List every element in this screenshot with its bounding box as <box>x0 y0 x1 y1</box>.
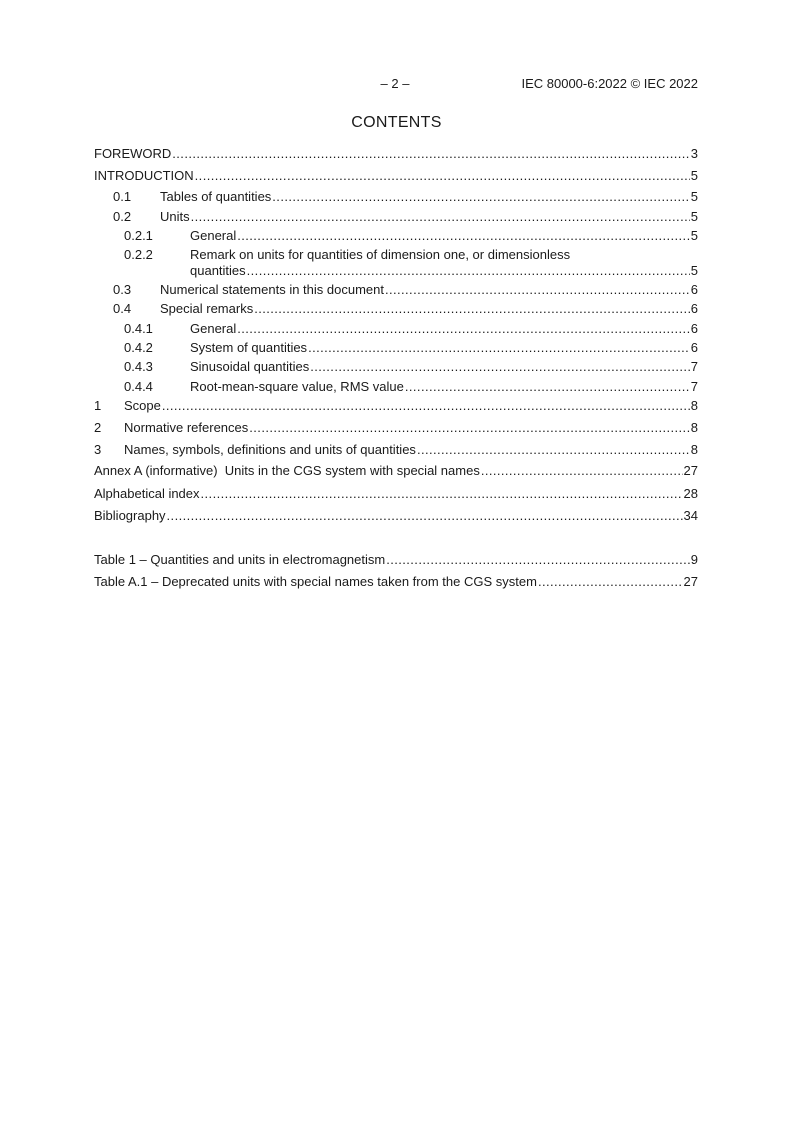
toc-entry-text: System of quantities <box>190 340 308 355</box>
dot-leader <box>247 263 690 279</box>
toc-entry-page: 34 <box>683 508 698 523</box>
table-entry-page: 9 <box>690 552 698 567</box>
toc-entry-number: 0.4.3 <box>124 359 153 374</box>
toc-entry-page: 5 <box>690 228 698 243</box>
toc-entry-number: 0.2.2 <box>124 247 153 262</box>
toc-entry-text: Tables of quantities <box>160 189 272 204</box>
toc-entry-text: Alphabetical index <box>94 486 200 501</box>
toc-entry-text: Annex A (informative) Units in the CGS system with special names <box>94 463 480 478</box>
toc-entry-page: 28 <box>683 486 698 501</box>
toc-entry-number: 1 <box>94 398 102 413</box>
toc-entry-text: quantities <box>190 263 246 278</box>
dot-leader <box>386 552 690 568</box>
toc-entry-2[interactable] <box>94 420 698 436</box>
dot-leader <box>167 508 683 524</box>
toc-entry-number: 2 <box>94 420 102 435</box>
toc-entry-alphabetical-index[interactable] <box>94 486 698 502</box>
toc-entry-0-4-3[interactable] <box>94 359 698 375</box>
toc-entry-page: 7 <box>690 379 698 394</box>
toc-entry-0-4-2[interactable] <box>94 340 698 356</box>
table-entry-text: Table 1 – Quantities and units in electromagnetism <box>94 552 386 567</box>
toc-entry-page: 3 <box>690 146 698 161</box>
dot-leader <box>538 574 683 590</box>
dot-leader <box>272 189 689 205</box>
toc-entry-page: 6 <box>690 321 698 336</box>
toc-entry-page: 8 <box>690 420 698 435</box>
toc-entry-number: 0.2.1 <box>124 228 153 243</box>
toc-entry-text: Bibliography <box>94 508 166 523</box>
toc-entry-page: 8 <box>690 398 698 413</box>
toc-entry-number: 0.4.2 <box>124 340 153 355</box>
toc-entry-1[interactable] <box>94 398 698 414</box>
toc-entry-text: INTRODUCTION <box>94 168 194 183</box>
toc-entry-page: 27 <box>683 463 698 478</box>
table-entry-text: Table A.1 – Deprecated units with special names taken from the CGS system <box>94 574 537 589</box>
dot-leader <box>481 463 683 479</box>
toc-entry-text-line1: Remark on units for quantities of dimension one, or dimensionless <box>190 247 571 262</box>
dot-leader <box>310 359 690 375</box>
toc-entry-text: Scope <box>124 398 161 413</box>
toc-entry-text: Names, symbols, definitions and units of quantities <box>124 442 416 457</box>
toc-entry-number: 0.4.4 <box>124 379 153 394</box>
toc-entry-page: 6 <box>690 301 698 316</box>
toc-entry-page: 5 <box>690 209 698 224</box>
toc-entry-number: 3 <box>94 442 102 457</box>
toc-entry-page: 8 <box>690 442 698 457</box>
toc-entry-page: 5 <box>690 263 698 278</box>
page-number-header: – 2 – <box>380 76 410 91</box>
dot-leader <box>385 282 690 298</box>
dot-leader <box>417 442 690 458</box>
toc-entry-0-1[interactable] <box>94 189 698 205</box>
dot-leader <box>162 398 690 414</box>
dot-leader <box>195 168 690 184</box>
toc-entry-bibliography[interactable] <box>94 508 698 524</box>
toc-entry-number: 0.4 <box>113 301 132 316</box>
toc-entry-page: 5 <box>690 168 698 183</box>
toc-entry-text: Numerical statements in this document <box>160 282 384 297</box>
toc-entry-0-4-4[interactable] <box>94 379 698 395</box>
dot-leader <box>254 301 690 317</box>
toc-entry-0-2[interactable] <box>94 209 698 225</box>
toc-entry-text: General <box>190 321 237 336</box>
toc-entry-text: Root-mean-square value, RMS value <box>190 379 404 394</box>
dot-leader <box>237 321 690 337</box>
toc-entry-0-4[interactable] <box>94 301 698 317</box>
contents-title: CONTENTS <box>351 114 442 131</box>
table-entry-page: 27 <box>683 574 698 589</box>
toc-entry-3[interactable] <box>94 442 698 458</box>
toc-entry-text: FOREWORD <box>94 146 172 161</box>
dot-leader <box>201 486 683 502</box>
toc-entry-page: 7 <box>690 359 698 374</box>
toc-entry-page: 6 <box>690 340 698 355</box>
toc-entry-text: Sinusoidal quantities <box>190 359 310 374</box>
toc-entry-page: 6 <box>690 282 698 297</box>
table-list-entry-a1[interactable] <box>94 574 698 590</box>
document-id-header: IEC 80000-6:2022 © IEC 2022 <box>521 76 698 91</box>
toc-entry-number: 0.2 <box>113 209 132 224</box>
dot-leader <box>249 420 689 436</box>
toc-entry-text: Special remarks <box>160 301 254 316</box>
toc-entry-page: 5 <box>690 189 698 204</box>
toc-entry-foreword[interactable] <box>94 146 698 162</box>
toc-entry-number: 0.1 <box>113 189 132 204</box>
dot-leader <box>191 209 690 225</box>
toc-entry-text: Units <box>160 209 190 224</box>
toc-entry-introduction[interactable] <box>94 168 698 184</box>
toc-entry-0-4-1[interactable] <box>94 321 698 337</box>
table-list-entry-1[interactable] <box>94 552 698 568</box>
dot-leader <box>172 146 689 162</box>
toc-entry-0-3[interactable] <box>94 282 698 298</box>
toc-entry-annex-a[interactable] <box>94 463 698 479</box>
toc-entry-text: General <box>190 228 237 243</box>
toc-entry-number: 0.3 <box>113 282 132 297</box>
toc-entry-0-2-1[interactable] <box>94 228 698 244</box>
dot-leader <box>405 379 690 395</box>
dot-leader <box>308 340 690 356</box>
toc-entry-text: Normative references <box>124 420 249 435</box>
toc-entry-number: 0.4.1 <box>124 321 153 336</box>
dot-leader <box>237 228 690 244</box>
toc-entry-0-2-2[interactable] <box>94 247 698 279</box>
